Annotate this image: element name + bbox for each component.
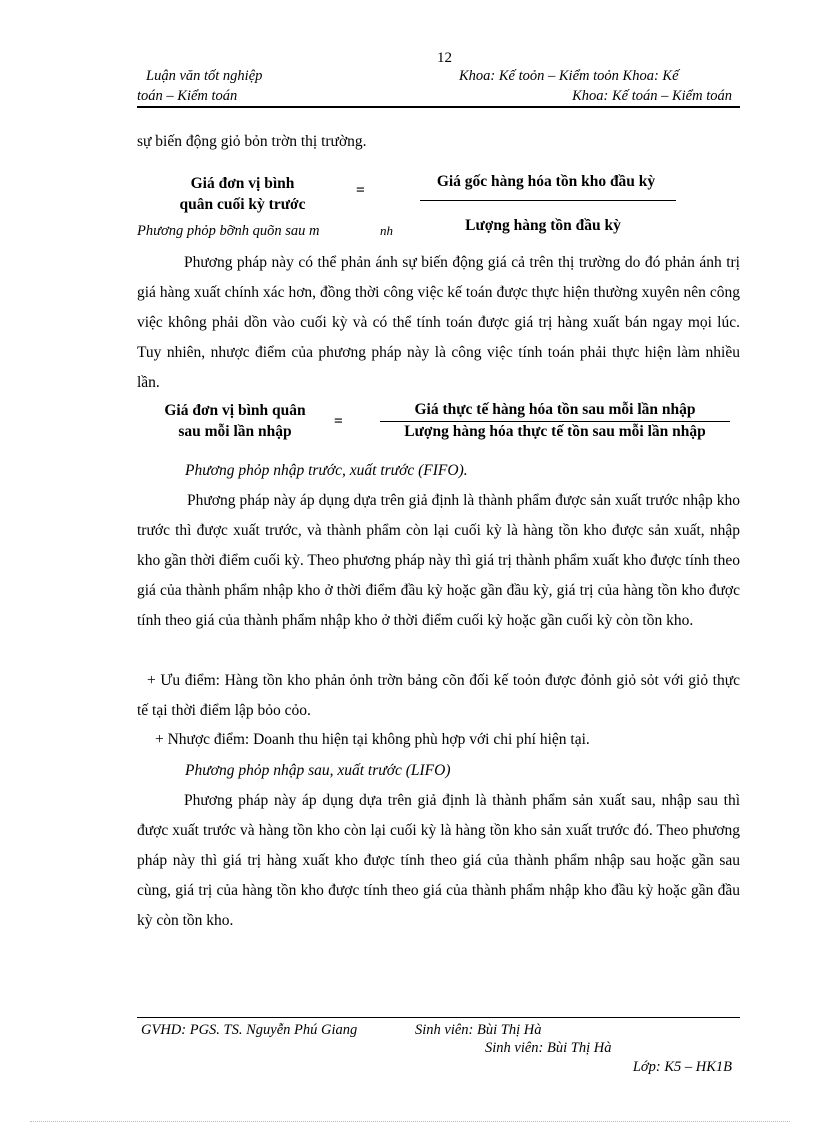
formula1-numerator: Giá gốc hàng hóa tồn kho đầu kỳ xyxy=(436,173,656,190)
footer-supervisor: GVHD: PGS. TS. Nguyễn Phú Giang xyxy=(141,1022,358,1038)
paragraph-lifo: Phương pháp này áp dụng dựa trên giả định là thành phẩm sản xuất sau, nhập sau thì được xuất trước và hàng tồn kho còn lại cuối kỳ là hàng tồn kho sản xuất trước đó. Theo phương pháp này thì giá trị hàng xuất kho được tính theo giá của thành phẩm nhập sau hoặc gần sau cùng, giá trị của hàng tồn kho được tính theo giá của thành phẩm nhập kho đầu kỳ hoặc gần đầu kỳ còn tồn kho. xyxy=(137,792,740,929)
formula1-overlay-mid: nh xyxy=(380,223,393,238)
footer-class: Lớp: K5 – HK1B xyxy=(632,1059,732,1075)
fifo-disadvantage: + Nhược điểm: Doanh thu hiện tại không phù hợp với chi phí hiện tại. xyxy=(155,731,590,748)
header-rule xyxy=(137,106,740,108)
footer-student2: Sinh viên: Bùi Thị Hà xyxy=(485,1040,612,1056)
formula1-lhs xyxy=(155,173,330,215)
formula2-denominator: Lượng hàng hóa thực tế tồn sau mỗi lần nhập xyxy=(404,423,706,440)
page-number: 12 xyxy=(437,50,452,66)
formula1-lhs-line1: Giá đơn vị bình xyxy=(190,175,295,192)
formula2-numerator: Giá thực tế hàng hóa tồn sau mỗi lần nhập xyxy=(414,401,696,418)
header-right-line2: Khoa: Kế toán – Kiểm toán xyxy=(572,88,732,104)
formula2-lhs xyxy=(140,400,330,442)
footer-rule xyxy=(137,1017,740,1018)
formula2-fraction-bar xyxy=(380,421,730,422)
paragraph-fifo: Phương pháp này áp dụng dựa trên giả định là thành phẩm được sản xuất trước nhập kho trước thì được xuất trước, và thành phẩm còn lại cuối kỳ là hàng tồn kho được sản xuất, nhập kho gần thời điểm cuối kỳ. Theo phương pháp này thì giá trị thành phẩm xuất kho được tính theo giá của thành phẩm nhập kho ở thời điểm đầu kỳ hoặc gần đầu kỳ, giá trị của hàng tồn kho được tính theo giá của thành phẩm nhập kho ở thời điểm cuối kỳ hoặc gần cuối kỳ còn tồn kho. xyxy=(137,492,740,629)
footer-student1: Sinh viên: Bùi Thị Hà xyxy=(415,1022,542,1038)
formula1-overlay-left: Phương phỏp bỡnh quõn sau m xyxy=(137,223,320,239)
lifo-heading: Phương phỏp nhập sau, xuất trước (LIFO) xyxy=(185,762,451,779)
fifo-heading: Phương phỏp nhập trước, xuất trước (FIFO). xyxy=(185,462,468,479)
paragraph-weighted-average: Phương pháp này có thể phản ánh sự biến động giá cả trên thị trường do đó phản ánh trị giá hàng xuất chính xác hơn, đồng thời công việc kế toán được thực hiện thường xuyên nên công việc không phải dồn vào cuối kỳ và có thể tính toán được giá trị hàng xuất bán ngay mọi lúc. Tuy nhiên, nhược điểm của phương pháp này là công việc tính toán phải thực hiện làm nhiều lần. xyxy=(137,254,740,391)
header-left-line1: Luận văn tốt nghiệp xyxy=(146,68,263,84)
header-left-line2: toán – Kiểm toán xyxy=(137,88,238,104)
formula1-denominator: Lượng hàng tồn đầu kỳ xyxy=(465,217,621,234)
formula1-equals: = xyxy=(356,182,365,199)
formula1-lhs-line2: quân cuối kỳ trước xyxy=(179,196,306,213)
page-edge-dotted xyxy=(30,1121,790,1122)
formula2-equals: = xyxy=(334,413,343,430)
formula1-fraction-bar xyxy=(420,200,676,201)
formula2-lhs-line2: sau mỗi lần nhập xyxy=(178,423,292,440)
fifo-advantage: + Ưu điểm: Hàng tồn kho phản ỏnh trờn bảng cõn đối kế toỏn được đỏnh giỏ sỏt với giỏ thực tế tại thời điểm lập bỏo cỏo. xyxy=(137,672,740,719)
header-right-line1: Khoa: Kế toỏn – Kiểm toỏn Khoa: Kế xyxy=(459,68,679,84)
intro-line: sự biến động giỏ bỏn trờn thị trường. xyxy=(137,133,367,150)
formula2-lhs-line1: Giá đơn vị bình quân xyxy=(164,402,306,419)
